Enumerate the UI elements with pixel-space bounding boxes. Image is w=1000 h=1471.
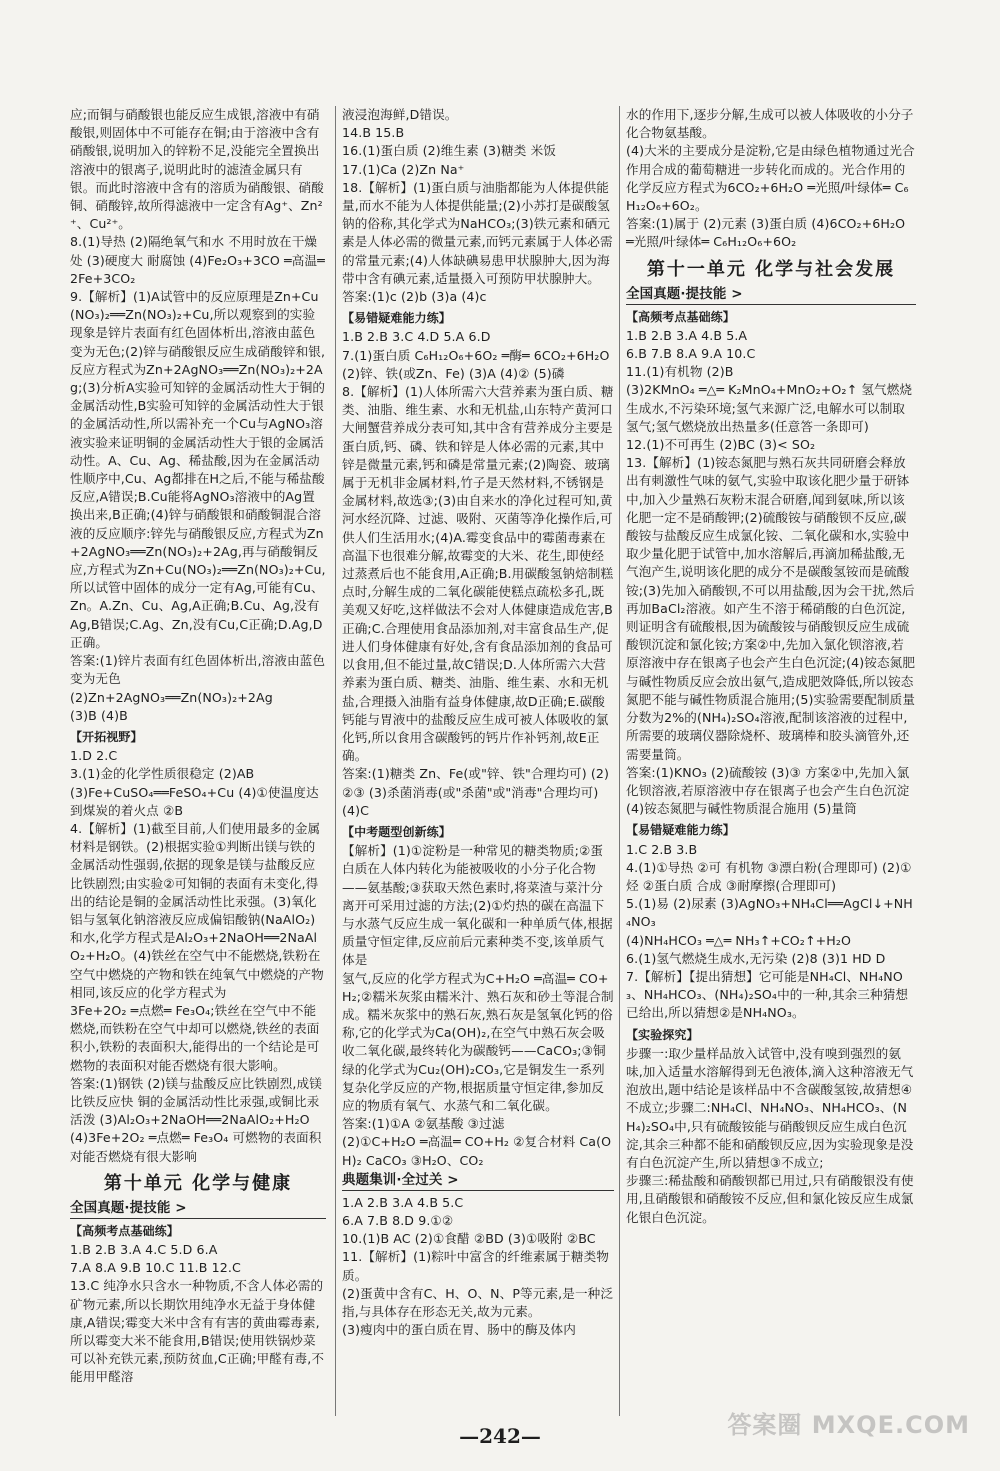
subsection-heading: 【易错疑难能力练】	[626, 823, 735, 838]
subsection-heading: 【易错疑难能力练】	[342, 311, 451, 326]
middle-column	[342, 106, 614, 1416]
answer-paragraph: 6.(1)氢气燃烧生成水,无污染 (2)8 (3)1 HD D	[626, 950, 886, 966]
answer-paragraph: 1.C 2.B 3.B	[626, 841, 698, 857]
answer-paragraph: (2)Zn+2AgNO₃══Zn(NO₃)₂+2Ag	[70, 689, 273, 705]
answer-paragraph: 应;而铜与硝酸银也能反应生成银,溶液中有硝酸银,则固体中不可能存在铜;由于溶液中含有硝酸银,说明加入的锌粉不足,没能完全置换出溶液中的银离子,说明此时的滤渣金属只有银。而此时溶液中含有的溶质为硝酸银、硝酸铜、硝酸锌,故所得滤液中一定含有Ag⁺、Zn²⁺、Cu²⁺。	[70, 107, 324, 232]
answer-paragraph: (3)2KMnO₄ ═△═ K₂MnO₄+MnO₂+O₂↑ 氢气燃烧生成水,不污染环境;氢气来源广泛,电解水可以制取氢气;氢气燃烧放出热量多(任意答一条即可)	[626, 382, 913, 434]
answer-paragraph: (3)B (4)B	[70, 707, 128, 723]
answer-paragraph: 4.【解析】(1)截至目前,人们使用最多的金属材料是钢铁。(2)根据实验①判断出镁与铁的金属活动性强弱,依据的现象是镁与盐酸反应比铁剧烈;由实验②可知铜的表面有未变化,得出的结论是铜的金属活动性比汞强。(3)氧化铝与氢氧化钠溶液反应成偏铝酸钠(NaAlO₂)和水,化学方程式是Al₂O₃+2NaOH══2NaAlO₂+H₂O。(4)铁丝在空气中不能燃烧,铁粉在空气中燃烧的产物和铁在纯氧气中燃烧的产物相同,该反应的化学方程式为	[70, 820, 324, 1000]
subsection-heading: 【开拓视野】	[70, 729, 143, 744]
answer-paragraph: 【解析】(1)①淀粉是一种常见的糖类物质;②蛋白质在人体内转化为能被吸收的小分子化合物——氨基酸;③获取天然色素时,将菜渣与菜汁分离开可采用过滤的方法;(2)①灼热的碳在高温下与水蒸气反应生成一氧化碳和一种单质气体,根据质量守恒定律,反应前后元素种类不变,该单质气体是	[342, 843, 613, 968]
subsection-heading: 【中考题型创新练】	[342, 824, 451, 839]
answer-paragraph: 步骤三:稀盐酸和硝酸钡都已用过,只有硝酸银没有使用,且硝酸银和硝酸铵不反应,但和氯化铵反应生成氯化银白色沉淀。	[626, 1173, 914, 1225]
answer-paragraph: 氢气,反应的化学方程式为C+H₂O ═高温═ CO+H₂;②糯米灰浆由糯米汁、熟石灰和砂土等混合制成。糯米灰浆中的熟石灰,熟石灰是氢氧化钙的俗称,它的化学式为Ca(OH)₂,在空气中熟石灰会吸收二氧化碳,最终转化为碳酸钙——CaCO₃;③铜绿的化学式为Cu₂(OH)₂CO₃,它是铜发生一系列复杂化学反应的产物,根据质量守恒定律,参加反应的物质有氧气、水蒸气和二氧化碳。	[342, 970, 614, 1113]
column-divider	[335, 106, 336, 1416]
answer-paragraph: 答案:(1)属于 (2)元素 (3)蛋白质 (4)6CO₂+6H₂O ═光照/叶绿体═ C₆H₁₂O₆+6O₂	[626, 216, 910, 250]
answer-paragraph: (3)Fe+CuSO₄══FeSO₄+Cu (4)①使温度达到煤炭的着火点 ②B	[70, 784, 319, 818]
answer-paragraph: 3.(1)金的化学性质很稳定 (2)AB	[70, 766, 255, 782]
answer-paragraph: 水的作用下,逐步分解,生成可以被人体吸收的小分子化合物氨基酸。	[626, 107, 914, 141]
answer-paragraph: 答案:(1)锌片表面有红色固体析出,溶液由蓝色变为无色	[70, 653, 326, 687]
left-column	[70, 106, 329, 1416]
answer-paragraph: (3)瘦肉中的蛋白质在胃、肠中的酶及体内	[342, 1322, 576, 1338]
answer-paragraph: 7.A 8.A 9.B 10.C 11.B 12.C	[70, 1260, 241, 1276]
subsection-heading: 【高频考点基础练】	[626, 309, 735, 324]
answer-paragraph: (4)NH₄HCO₃ ═△═ NH₃↑+CO₂↑+H₂O	[626, 932, 851, 948]
answer-paragraph: 11.(1)有机物 (2)B	[626, 364, 734, 380]
section-banner: 全国真题·提技能 >	[70, 1198, 326, 1219]
answer-paragraph: 12.(1)不可再生 (2)BC (3)< SO₂	[626, 437, 816, 453]
answer-paragraph: 1.B 2.B 3.C 4.D 5.A 6.D	[342, 329, 491, 345]
subsection-heading: 【实验探究】	[626, 1027, 699, 1042]
section-banner: 典题集训·全过关 >	[342, 1170, 614, 1191]
answer-paragraph: 13.【解析】(1)铵态氮肥与熟石灰共同研磨会释放出有刺激性气味的氨气,实验中取该化肥少量于研钵中,加入少量熟石灰粉末混合研磨,闻到氨味,所以该化肥一定不是硝酸钾;(2)硫酸铵与硝酸钡不反应,碳酸铵与盐酸反应生成氯化铵、二氧化碳和水,实验中取少量化肥于试管中,加水溶解后,再滴加稀盐酸,无气泡产生,说明该化肥的成分不是碳酸氢铵而是硫酸铵;(3)先加入硝酸钡,不可以用盐酸,因为会干扰,然后再加BaCl₂溶液。如产生不溶于稀硝酸的白色沉淀,则证明含有硫酸根,因为硫酸铵与硝酸钡反应生成硫酸钡沉淀和氯化铵;方案②中,先加入氯化钡溶液,若原溶液中存在银离子也会产生白色沉淀;(4)铵态氮肥与碱性物质反应会放出氨气,造成肥效降低,所以铵态氮肥不能与碱性物质混合施用;(5)实验需要配制质量分数为2%的(NH₄)₂SO₄溶液,配制该溶液的过程中,所需要的玻璃仪器除烧杯、玻璃棒和胶头滴管外,还需要量筒。	[626, 455, 916, 762]
answer-paragraph: 答案:(1)c (2)b (3)a (4)c	[342, 289, 487, 305]
answer-paragraph: 1.B 2.B 3.A 4.B 5.A	[626, 327, 748, 343]
answer-paragraph: 7.(1)蛋白质 C₆H₁₂O₆+6O₂ ═酶═ 6CO₂+6H₂O (2)锌、铁(或Zn、Fe) (3)A (4)② (5)磷	[342, 347, 614, 381]
answer-paragraph: 答案:(1)KNO₃ (2)硫酸铵 (3)③ 方案②中,先加入氯化钡溶液,若原溶液中存在银离子也会产生白色沉淀 (4)铵态氮肥与碱性物质混合施用 (5)量筒	[626, 764, 914, 817]
answer-paragraph: 步骤一:取少量样品放入试管中,没有嗅到强烈的氨味,加入适量水溶解得到无色液体,滴入这种溶液无气泡放出,题中结论是该样品中不含碳酸氢铵,故猜想④不成立;步骤二:NH₄Cl、NH₄NO₃、NH₄HCO₃、(NH₄)₂SO₄中,只有硫酸铵能与硝酸钡反应生成白色沉淀,其余三种都不能和硝酸钡反应,因为实验现象是没有白色沉淀产生,所以猜想③不成立;	[626, 1045, 914, 1170]
answer-paragraph: 7.【解析】【提出猜想】它可能是NH₄Cl、NH₄NO₃、NH₄HCO₃、(NH₄)₂SO₄中的一种,其余三种猜想已给出,所以猜想②是NH₄NO₃。	[626, 968, 909, 1021]
answer-paragraph: 4.(1)①导热 ②可 有机物 ③漂白粉(合理即可) (2)①烃 ②蛋白质 合成 ③耐摩擦(合理即可)	[626, 859, 912, 893]
subsection-heading: 【高频考点基础练】	[70, 1223, 179, 1238]
column-divider	[619, 106, 620, 1416]
right-column	[626, 106, 916, 1416]
watermark-logo: 答案圈 MXQE.COM	[727, 1411, 970, 1439]
answer-paragraph: 8.【解析】(1)人体所需六大营养素为蛋白质、糖类、油脂、维生素、水和无机盐,山东特产黄河口大闸蟹营养成分表可知,其中含有营养成分主要是蛋白质,钙、磷、铁和锌是人体必需的元素,其中锌是微量元素,钙和磷是常量元素;(2)陶瓷、玻璃属于无机非金属材料,竹子是天然材料,不锈钢是金属材料,故选③;(3)由自来水的净化过程可知,黄河水经沉降、过滤、吸附、灭菌等净化操作后,可供人们生活用水;(4)A.霉变食品中的霉菌毒素在高温下也很难分解,故霉变的大米、花生,即使经过蒸煮后也不能食用,A正确;B.用碳酸氢钠焙制糕点时,分解生成的二氧化碳能使糕点疏松多孔,既美观又好吃,这样做法不会对人体健康造成危害,B正确;C.合理使用食品添加剂,对丰富食品生产,促进人们身体健康有好处,含有食品添加剂的食品可以食用,但不能过量,故C错误;D.人体所需六大营养素为蛋白质、糖类、油脂、维生素、水和无机盐,合理摄入油脂有益身体健康,故D正确;E.碳酸钙能与胃液中的盐酸反应生成可被人体吸收的氯化钙,所以食用含碳酸钙的钙片作补钙剂,故E正确。	[342, 384, 614, 764]
answer-paragraph: (4)大米的主要成分是淀粉,它是由绿色植物通过光合作用合成的葡萄糖进一步转化而成的。光合作用的化学反应方程式为6CO₂+6H₂O ═光照/叶绿体═ C₆H₁₂O₆+6O₂。	[626, 143, 915, 214]
unit-title: 第十单元 化学与健康	[103, 1172, 293, 1194]
answer-paragraph: 18.【解析】(1)蛋白质与油脂都能为人体提供能量,而水不能为人体提供能量;(2)小苏打是碳酸氢钠的俗称,其化学式为NaHCO₃;(3)铁元素和硒元素是人体必需的微量元素,而钙元素属于人体必需的常量元素;(4)人体缺碘易患甲状腺肿大,因为海带中含有碘元素,适量摄入可预防甲状腺肿大。	[342, 179, 613, 286]
page-number: —242—	[459, 1424, 541, 1448]
answer-paragraph: 16.(1)蛋白质 (2)维生素 (3)糖类 米饭	[342, 143, 556, 159]
answer-paragraph: 13.C 纯净水只含水一种物质,不含人体必需的矿物元素,所以长期饮用纯净水无益于身体健康,A错误;霉变大米中含有有害的黄曲霉毒素,所以霉变大米不能食用,B错误;使用铁锅炒菜可以补充铁元素,预防贫血,C正确;甲醛有毒,不能用甲醛溶	[70, 1278, 325, 1385]
answer-paragraph: 1.A 2.B 3.A 4.B 5.C	[342, 1194, 464, 1210]
answer-paragraph: 17.(1)Ca (2)Zn Na⁺	[342, 161, 465, 177]
answer-paragraph: 答案:(1)①A ②氨基酸 ③过滤	[342, 1116, 505, 1132]
answer-paragraph: 10.(1)B AC (2)①食醋 ②BD (3)①吸附 ②BC	[342, 1231, 596, 1247]
answer-paragraph: 8.(1)导热 (2)隔绝氧气和水 不用时放在干燥处 (3)硬度大 耐腐蚀 (4)Fe₂O₃+3CO ═高温═ 2Fe+3CO₂	[70, 234, 329, 286]
answer-paragraph: 3Fe+2O₂ ═点燃═ Fe₃O₄;铁丝在空气中不能燃烧,而铁粉在空气中却可以燃烧,铁丝的表面积小,铁粉的表面积大,能得出的一个结论是可燃物的表面积对能否燃烧有很大影响。	[70, 1002, 320, 1073]
answer-paragraph: 14.B 15.B	[342, 125, 405, 141]
answer-paragraph: 6.B 7.B 8.A 9.A 10.C	[626, 346, 756, 362]
unit-title: 第十一单元 化学与社会发展	[646, 258, 896, 280]
answer-paragraph: 11.【解析】(1)粽叶中富含的纤维素属于糖类物质。	[342, 1249, 609, 1283]
answer-paragraph: 液浸泡海鲜,D错误。	[342, 107, 458, 122]
answer-paragraph: 1.D 2.C	[70, 748, 118, 764]
answer-paragraph: (2)蛋黄中含有C、H、O、N、P等元素,是一种泛指,与具体存在形态无关,故为元素。	[342, 1285, 614, 1319]
answer-paragraph: (2)①C+H₂O ═高温═ CO+H₂ ②复合材料 Ca(OH)₂ CaCO₃ ③H₂O、CO₂	[342, 1134, 612, 1168]
answer-paragraph: 答案:(1)糖类 Zn、Fe(或"锌、铁"合理均可) (2)②③ (3)杀菌消毒(或"杀菌"或"消毒"合理均可) (4)C	[342, 766, 609, 818]
answer-paragraph: 答案:(1)钢铁 (2)镁与盐酸反应比铁剧烈,成镁比铁反应快 铜的金属活动性比汞强,或铜比汞活泼 (3)Al₂O₃+2NaOH══2NaAlO₂+H₂O (4)3Fe+2O₂ ═点燃═ Fe₃O₄ 可燃物的表面积对能否燃烧有很大影响	[70, 1075, 322, 1164]
answer-paragraph: 9.【解析】(1)A试管中的反应原理是Zn+Cu(NO₃)₂══Zn(NO₃)₂+Cu,所以观察到的实验现象是锌片表面有红色固体析出,溶液由蓝色变为无色;(2)锌与硝酸银反应生成硝酸锌和银,反应方程式为Zn+2AgNO₃══Zn(NO₃)₂+2Ag;(3)分析A实验可知锌的金属活动性大于铜的金属活动性,B实验可知锌的金属活动性大于银的金属活动性,所以需补充一个Cu与AgNO₃溶液实验来证明铜的金属活动性大于银的金属活动性。A、Cu、Ag、稀盐酸,因为在金属活动性顺序中,Cu、Ag都排在H之后,不能与稀盐酸反应,A错误;B.Cu能将AgNO₃溶液中的Ag置换出来,B正确;(4)锌与硝酸银和硝酸铜混合溶液的反应顺序:锌先与硝酸银反应,方程式为Zn+2AgNO₃══Zn(NO₃)₂+2Ag,再与硝酸铜反应,方程式为Zn+Cu(NO₃)₂══Zn(NO₃)₂+Cu,所以试管中固体的成分一定有Ag,可能有Cu、Zn。A.Zn、Cu、Ag,A正确;B.Cu、Ag,没有Ag,B错误;C.Ag、Zn,没有Cu,C正确;D.Ag,D正确。	[70, 289, 326, 650]
section-banner: 全国真题·提技能 >	[626, 284, 916, 305]
answer-paragraph: 5.(1)易 (2)尿素 (3)AgNO₃+NH₄Cl══AgCl↓+NH₄NO₃	[626, 896, 913, 930]
answer-paragraph: 6.A 7.B 8.D 9.①②	[342, 1212, 454, 1228]
answer-paragraph: 1.B 2.B 3.A 4.C 5.D 6.A	[70, 1241, 218, 1257]
